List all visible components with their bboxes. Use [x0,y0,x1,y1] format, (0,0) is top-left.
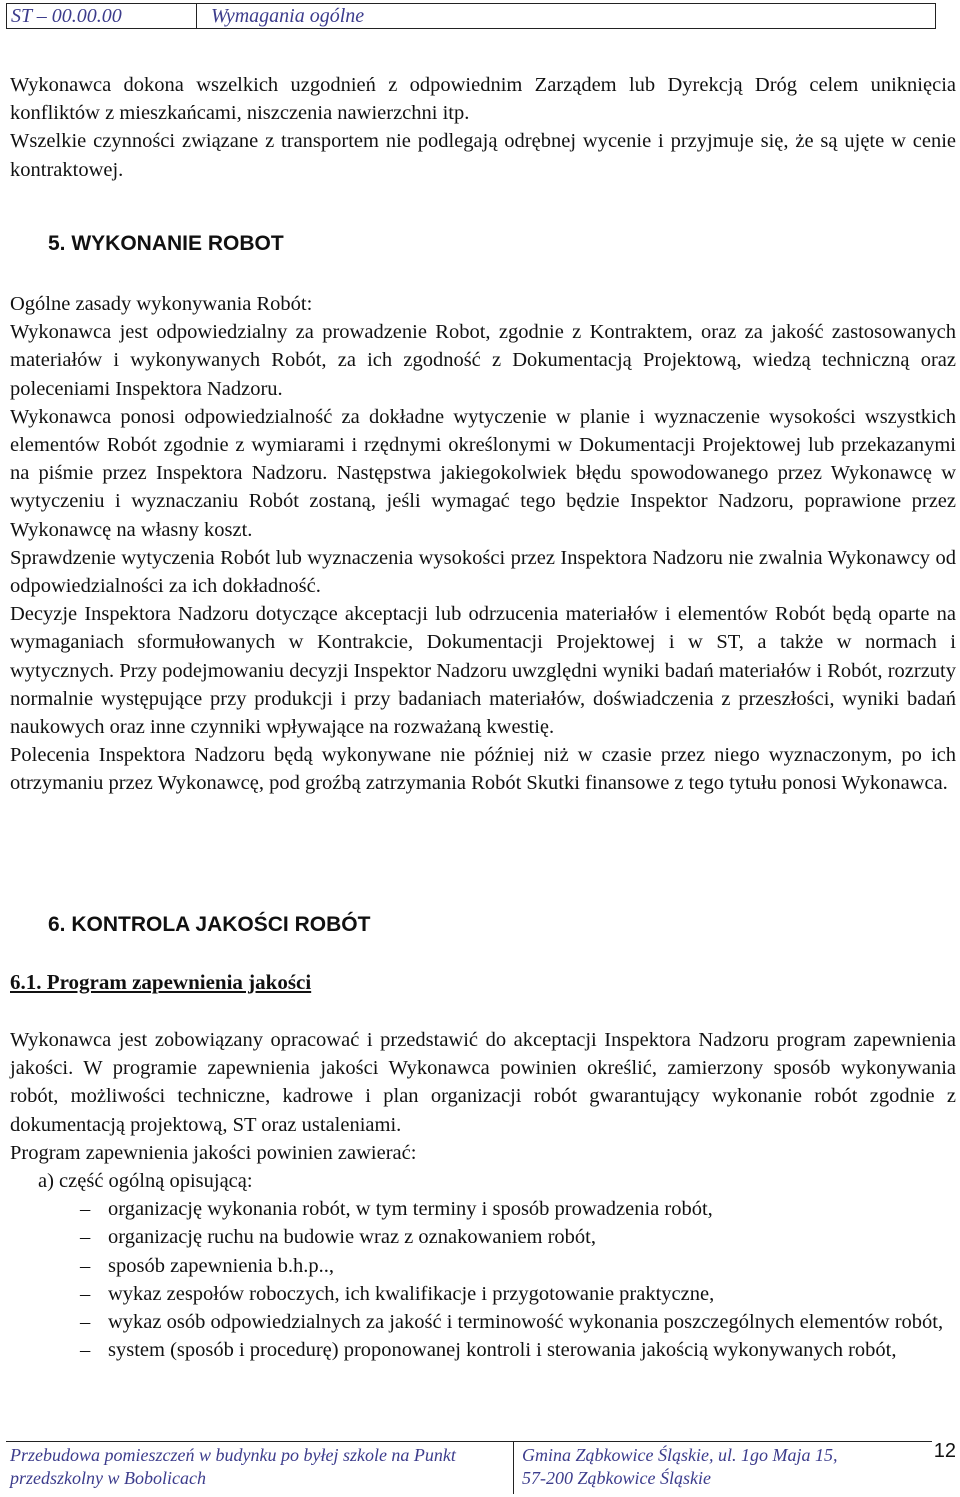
list-item-text: wykaz zespołów roboczych, ich kwalifikacje i przygotowanie praktyczne, [108,1282,715,1305]
list-item [10,1308,956,1336]
dash-bullet: – [80,1282,91,1305]
header-spec-code: ST – 00.00.00 [7,4,197,28]
quality-program-list [10,1167,956,1364]
section-6-1-heading: 6.1. Program zapewnienia jakości [10,970,312,994]
section-5-heading: 5. WYKONANIE ROBOT [48,232,284,255]
footer-project-line: przedszkolny w Bobolicach [10,1468,206,1488]
section-6-heading: 6. KONTROLA JAKOŚCI ROBÓT [48,913,371,936]
dash-bullet: – [80,1311,91,1334]
section-6-body [10,1026,956,1167]
list-item [10,1280,956,1308]
section-paragraph: Wykonawca jest odpowiedzialny za prowadzenie Robot, zgodnie z Kontraktem, oraz za jakość zastosowanych materiałów i wykonywanych Robót, za ich zgodność z Dokumentacją Projektową, wiedzą techniczną oraz poleceniami Inspektora Nadzoru. [10,321,956,400]
section-paragraph: Decyzje Inspektora Nadzoru dotyczące akceptacji lub odrzucenia materiałów i elementów Robót będą oparte na wymaganiach sformułowanych w Kontrakcie, Dokumentacji Projektowej i w ST, a także w normach i wytycznych. Przy podejmowaniu decyzji Inspektor Nadzoru uwzględni wyniki badań materiałów i Robót, rozrzuty normalnie występujące przy produkcji i przy badaniach materiałów, doświadczenia z przeszłości, wyniki badań naukowych oraz inne czynniki wpływające na rozważaną kwestię. [10,603,956,739]
list-item [10,1252,956,1280]
page-footer [6,1441,932,1494]
dash-bullet: – [80,1254,91,1277]
page-header [6,3,936,29]
section-paragraph: Ogólne zasady wykonywania Robót: [10,293,313,315]
list-item-text: sposób zapewnienia b.h.p.., [108,1254,335,1277]
list-item [10,1223,956,1251]
section-paragraph: Program zapewnienia jakości powinien zawierać: [10,1141,417,1164]
list-item-text: wykaz osób odpowiedzialnych za jakość i terminowość wykonania poszczególnych elementów robót, [108,1311,944,1334]
section-paragraph: Polecenia Inspektora Nadzoru będą wykonywane nie później niż w czasie przez niego wyznaczonym, po ich otrzymaniu przez Wykonawcę, pod groźbą zatrzymania Robót Skutki finansowe z tego tytułu ponosi Wykonawca. [10,744,956,795]
header-title: Wymagania ogólne [211,5,365,27]
list-item-text: system (sposób i procedurę) proponowanej kontroli i sterowania jakością wykonywanych robót, [108,1339,897,1362]
list-item [10,1336,956,1364]
list-item [10,1195,956,1223]
page-number: 12 [933,1440,956,1462]
dash-bullet: – [80,1226,91,1249]
dash-bullet: – [80,1339,91,1362]
footer-project [6,1442,514,1494]
intro-paragraph: Wykonawca dokona wszelkich uzgodnień z odpowiednim Zarządem lub Dyrekcją Dróg celem uniknięcia konfliktów z mieszkańcami, niszczenia nawierzchni itp. [10,74,956,125]
footer-address-line: 57-200 Ząbkowice Śląskie [522,1468,711,1488]
list-item-text: organizację ruchu na budowie wraz z oznakowaniem robót, [108,1226,597,1249]
footer-address-line: Gmina Ząbkowice Śląskie, ul. 1go Maja 15, [522,1445,838,1465]
footer-project-line: Przebudowa pomieszczeń w budynku po byłej szkole na Punkt [10,1445,456,1465]
section-paragraph: Wykonawca ponosi odpowiedzialność za dokładne wytyczenie w planie i wyznaczenie wysokości wszystkich elementów Robót zgodnie z wymiarami i rzędnymi określonymi w Dokumentacji Projektowej lub przekazanymi na piśmie przez Inspektora Nadzoru. Następstwa jakiegokolwiek błędu spowodowanego przez Wykonawcę w wytyczeniu i wyznaczaniu Robót zostaną, jeśli wymagać tego będzie Inspektor Nadzoru, poprawione przez Wykonawcę na własny koszt. [10,405,956,541]
intro-text [10,71,956,184]
section-5-body [10,290,956,798]
footer-address [514,1442,932,1494]
intro-paragraph: Wszelkie czynności związane z transportem nie podlegają odrębnej wycenie i przyjmuje się, że są ujęte w cenie kontraktowej. [10,130,956,181]
dash-bullet: – [80,1198,91,1221]
section-paragraph: Sprawdzenie wytyczenia Robót lub wyznaczenia wysokości przez Inspektora Nadzoru nie zwalnia Wykonawcy od odpowiedzialności za ich dokładność. [10,546,956,598]
section-paragraph: Wykonawca jest zobowiązany opracować i przedstawić do akceptacji Inspektora Nadzoru program zapewnienia jakości. W programie zapewnienia jakości Wykonawca powinien określić, zamierzony sposób wykonywania robót, możliwości techniczne, kadrowe i plan organizacji robót gwarantujący wykonanie robót zgodnie z dokumentacją projektową, ST oraz ustaleniami. [10,1029,956,1136]
list-lead: a) część ogólną opisującą: [38,1170,253,1192]
list-item-text: organizację wykonania robót, w tym terminy i sposób prowadzenia robót, [108,1198,713,1221]
